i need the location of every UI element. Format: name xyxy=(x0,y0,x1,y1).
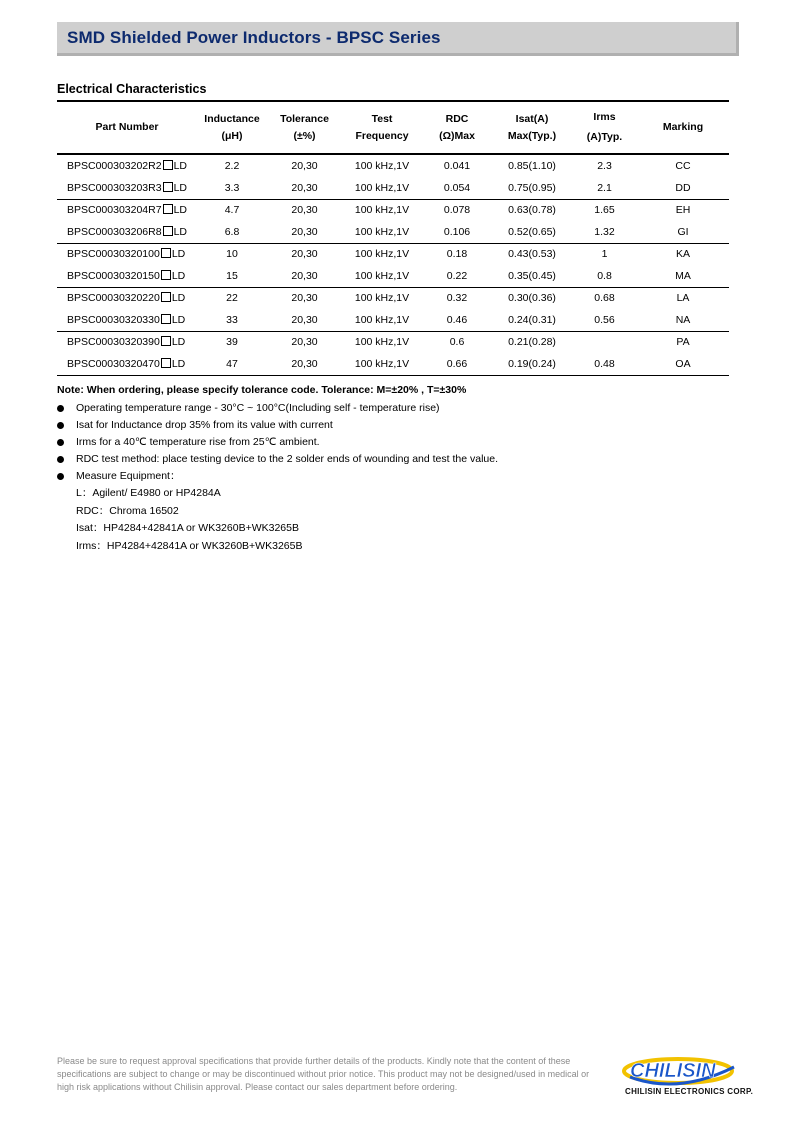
cell-isat: 0.75(0.95) xyxy=(508,181,556,194)
equipment-rdc: RDC：Chroma 16502 xyxy=(76,504,179,517)
cell-inductance: 39 xyxy=(197,331,267,353)
cell-rdc: 0.106 xyxy=(443,225,471,238)
company-name: CHILISIN ELECTRONICS CORP. xyxy=(625,1087,754,1096)
table-row xyxy=(57,331,729,353)
tolerance-code-box-icon xyxy=(161,292,171,302)
cell-part-number: BPSC00030320470 LD xyxy=(57,353,197,375)
cell-freq: 100 kHz,1V xyxy=(354,225,410,238)
bullet-dot-icon xyxy=(57,439,64,446)
cell-inductance: 33 xyxy=(226,313,238,326)
table-row xyxy=(57,353,729,375)
cell-isat: 0.19(0.24) xyxy=(492,353,572,375)
cell-part-number: BPSC00030320390 LD xyxy=(57,331,197,353)
cell-rdc: 0.054 xyxy=(443,181,471,194)
cell-tolerance: 20,30 xyxy=(291,160,318,172)
svg-text:CHILISIN: CHILISIN xyxy=(630,1060,716,1082)
electrical-table-wrap xyxy=(57,100,729,376)
cell-tolerance: 20,30 xyxy=(291,225,318,238)
equipment-l: L：Agilent/ E4980 or HP4284A xyxy=(76,487,221,499)
table-row xyxy=(57,243,729,265)
bullet-dot-icon xyxy=(57,456,64,463)
cell-inductance: 22 xyxy=(197,287,267,309)
cell-marking: EH xyxy=(637,199,729,221)
cell-inductance: 15 xyxy=(226,269,238,282)
cell-isat: 0.85(1.10) xyxy=(508,160,556,172)
cell-rdc: 0.6 xyxy=(422,331,492,353)
cell-freq: 100 kHz,1V xyxy=(354,160,410,172)
notes-section xyxy=(57,384,498,555)
cell-tolerance: 20,30 xyxy=(267,243,342,265)
cell-part-number: BPSC000303204R7 LD xyxy=(57,199,197,221)
cell-freq: 100 kHz,1V xyxy=(342,199,422,221)
cell-irms: 1 xyxy=(572,243,637,265)
col-marking: Marking xyxy=(662,121,704,133)
footer-disclaimer: Please be sure to request approval specifications that provide further details of the products. Kindly note that the content of these specifications are subject to change or may be discontinued without prior notice. This product may not be designed/used in medical or high risk applications without Chilisin approval. Please contact our sales department before ordering. xyxy=(57,1056,590,1092)
cell-freq: 100 kHz,1V xyxy=(342,353,422,375)
note-bullet-rdc-method: RDC test method: place testing device to the 2 solder ends of wounding and test the value. xyxy=(57,451,498,468)
bullet-dot-icon xyxy=(57,405,64,412)
cell-irms: 1.32 xyxy=(594,225,615,238)
cell-inductance: 10 xyxy=(197,243,267,265)
cell-inductance: 47 xyxy=(197,353,267,375)
cell-irms xyxy=(572,331,637,353)
cell-isat: 0.35(0.45) xyxy=(508,269,556,282)
cell-rdc: 0.078 xyxy=(422,199,492,221)
cell-part-number: BPSC000303206R8 LD xyxy=(67,225,188,238)
cell-inductance: 6.8 xyxy=(224,225,240,238)
cell-part-number: BPSC00030320220 LD xyxy=(57,287,197,309)
cell-isat: 0.52(0.65) xyxy=(508,225,556,238)
tolerance-code-box-icon xyxy=(161,248,171,258)
note-bullet-operating-temp: Operating temperature range - 30°C ~ 100°C(Including self - temperature rise) xyxy=(57,400,498,417)
document-title: SMD Shielded Power Inductors - BPSC Series xyxy=(67,28,441,47)
cell-freq: 100 kHz,1V xyxy=(354,313,410,326)
cell-irms: 0.56 xyxy=(594,313,615,326)
col-irms: Irms (A)Typ. xyxy=(586,111,623,143)
cell-part-number: BPSC000303203R3 LD xyxy=(67,181,188,194)
cell-tolerance: 20,30 xyxy=(291,269,318,282)
cell-irms: 2.1 xyxy=(597,181,612,194)
cell-marking: PA xyxy=(637,331,729,353)
cell-tolerance: 20,30 xyxy=(291,181,318,194)
bullet-dot-icon xyxy=(57,422,64,429)
cell-freq: 100 kHz,1V xyxy=(354,269,410,282)
cell-marking: DD xyxy=(675,181,691,194)
table-row xyxy=(57,265,729,287)
title-banner xyxy=(57,22,739,56)
cell-rdc: 0.66 xyxy=(422,353,492,375)
tolerance-code-box-icon xyxy=(161,314,171,324)
cell-part-number: BPSC00030320150 LD xyxy=(67,269,186,282)
col-test-frequency: Test Frequency xyxy=(355,112,409,142)
cell-irms: 2.3 xyxy=(597,160,612,172)
cell-part-number: BPSC00030320330 LD xyxy=(67,313,186,326)
cell-irms: 1.65 xyxy=(572,199,637,221)
cell-isat: 0.63(0.78) xyxy=(492,199,572,221)
cell-tolerance: 20,30 xyxy=(267,199,342,221)
cell-freq: 100 kHz,1V xyxy=(342,287,422,309)
cell-tolerance: 20,30 xyxy=(267,353,342,375)
equipment-isat: Isat：HP4284+42841A or WK3260B+WK3265B xyxy=(76,522,299,534)
cell-marking: MA xyxy=(675,269,691,282)
tolerance-code-box-icon xyxy=(163,204,173,214)
tolerance-code-box-icon xyxy=(161,358,171,368)
table-header-row xyxy=(57,102,729,154)
ordering-note: Note: When ordering, please specify tolerance code. Tolerance: M=±20% , T=±30% xyxy=(57,384,467,396)
cell-irms: 0.68 xyxy=(572,287,637,309)
cell-marking: NA xyxy=(675,313,691,326)
table-row xyxy=(57,287,729,309)
col-part-number: Part Number xyxy=(95,121,159,133)
cell-rdc: 0.041 xyxy=(443,160,471,172)
col-rdc: RDC (Ω)Max xyxy=(439,112,475,142)
cell-irms: 0.8 xyxy=(597,269,612,282)
bullet-dot-icon xyxy=(57,473,64,480)
table-row xyxy=(57,177,729,199)
equipment-irms: Irms：HP4284+42841A or WK3260B+WK3265B xyxy=(76,539,303,552)
cell-freq: 100 kHz,1V xyxy=(354,181,410,194)
cell-marking: CC xyxy=(675,160,691,172)
note-bullet-measure-equipment: Measure Equipment： xyxy=(57,468,498,485)
cell-marking: OA xyxy=(637,353,729,375)
cell-freq: 100 kHz,1V xyxy=(342,331,422,353)
note-bullet-irms: Irms for a 40℃ temperature rise from 25℃ ambient. xyxy=(57,434,498,451)
table-row xyxy=(57,221,729,243)
table-row xyxy=(57,309,729,331)
cell-rdc: 0.32 xyxy=(422,287,492,309)
cell-freq: 100 kHz,1V xyxy=(342,243,422,265)
cell-inductance: 2.2 xyxy=(224,160,240,172)
table-row xyxy=(57,155,729,177)
table-body xyxy=(57,155,729,375)
tolerance-code-box-icon xyxy=(163,182,173,192)
col-tolerance: Tolerance (±%) xyxy=(280,112,329,142)
col-inductance: Inductance (μH) xyxy=(204,112,260,142)
section-title: Electrical Characteristics xyxy=(57,82,207,96)
cell-part-number: BPSC00030320100 LD xyxy=(57,243,197,265)
cell-marking: KA xyxy=(637,243,729,265)
cell-isat: 0.43(0.53) xyxy=(492,243,572,265)
cell-rdc: 0.46 xyxy=(446,313,468,326)
table-row xyxy=(57,199,729,221)
cell-tolerance: 20,30 xyxy=(267,287,342,309)
tolerance-code-box-icon xyxy=(163,160,173,170)
cell-isat: 0.21(0.28) xyxy=(492,331,572,353)
cell-rdc: 0.18 xyxy=(422,243,492,265)
cell-isat: 0.30(0.36) xyxy=(492,287,572,309)
cell-irms: 0.48 xyxy=(572,353,637,375)
cell-marking: GI xyxy=(677,225,689,238)
col-isat: Isat(A) Max(Typ.) xyxy=(507,112,557,142)
tolerance-code-box-icon xyxy=(161,336,171,346)
cell-inductance: 3.3 xyxy=(224,181,240,194)
tolerance-code-box-icon xyxy=(161,270,171,280)
cell-tolerance: 20,30 xyxy=(267,331,342,353)
cell-isat: 0.24(0.31) xyxy=(508,313,556,326)
tolerance-code-box-icon xyxy=(163,226,173,236)
electrical-characteristics-table xyxy=(57,100,729,376)
cell-part-number: BPSC000303202R2 LD xyxy=(67,160,188,172)
cell-inductance: 4.7 xyxy=(197,199,267,221)
cell-tolerance: 20,30 xyxy=(291,313,318,326)
note-bullet-isat: Isat for Inductance drop 35% from its value with current xyxy=(57,417,498,434)
cell-marking: LA xyxy=(637,287,729,309)
cell-rdc: 0.22 xyxy=(446,269,468,282)
